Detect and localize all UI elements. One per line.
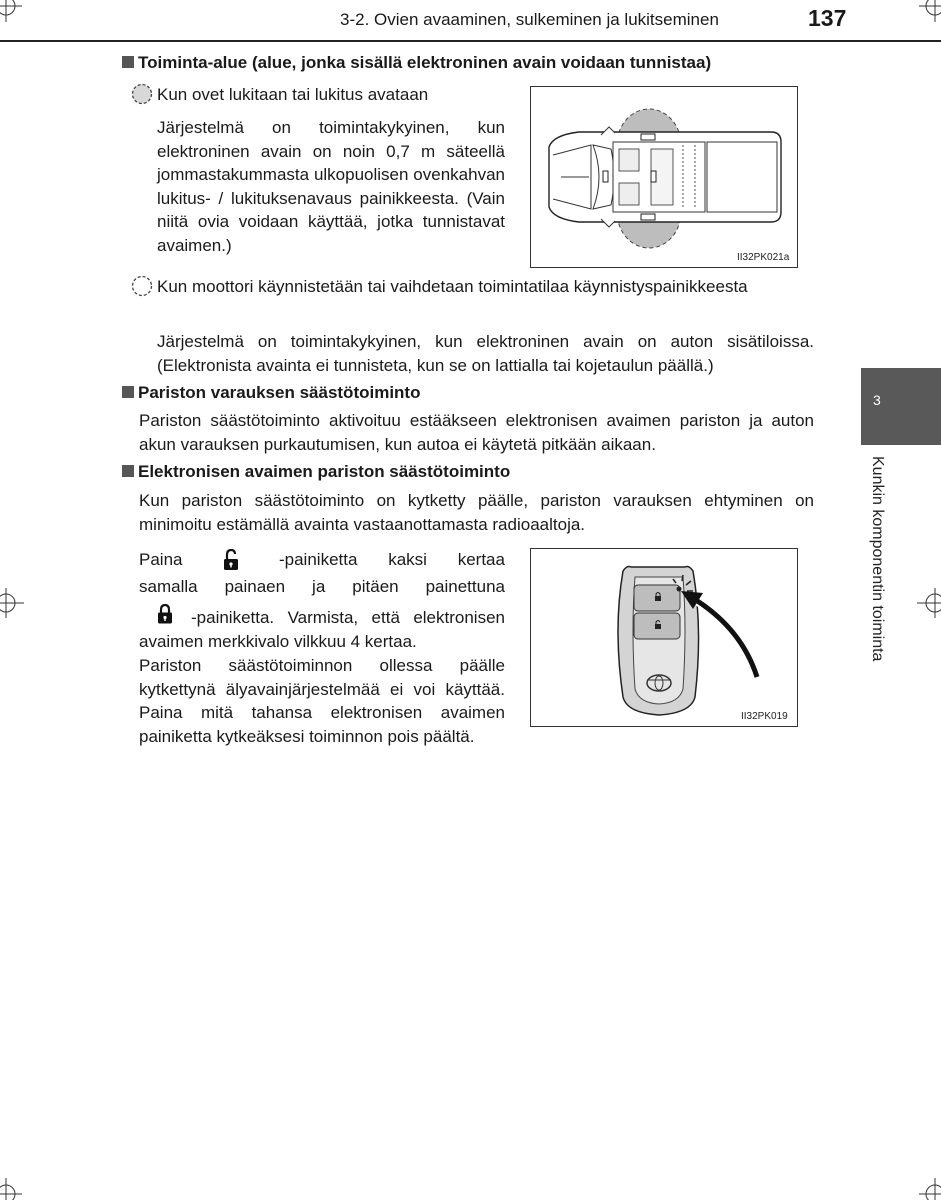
car-top-view-illustration [531, 87, 797, 267]
chapter-tab [861, 368, 941, 445]
running-head: 3-2. Ovien avaaminen, sulkeminen ja lukitseminen [340, 10, 719, 29]
chapter-title: Kunkin komponentin toiminta [869, 456, 886, 662]
instruction-block [139, 548, 505, 572]
header-rule [0, 40, 941, 42]
crop-mark-bottom-left [0, 1170, 30, 1200]
heading-square-icon [122, 386, 134, 398]
battery-saving-body: Pariston säästötoiminto aktivoituu estääkseen elektronisen avaimen pariston ja auton akun varauksen purkautumisen, kun autoa ei käytetä pitkään aikaan. [139, 411, 814, 454]
press-suffix: -painiketta. Varmista, että elektronisen avaimen merkkivalo vilkkuu 4 kertaa. [139, 608, 505, 651]
heading-square-icon [122, 56, 134, 68]
crop-mark-top-left [0, 0, 30, 30]
item-body-engine-start: Järjestelmä on toimintakykyinen, kun elektroninen avain on auton sisätiloissa. (Elektronista avainta ei tunnisteta, kun se on lattialla tai kojetaulun päällä.) [157, 332, 814, 375]
unlock-icon [223, 549, 239, 571]
press-mid-line2: samalla painaen ja pitäen painettuna [139, 577, 505, 596]
key-battery-saving-info: Pariston säästötoiminnon ollessa päälle kytkettynä älyavainjärjestelmää ei voi käyttää. Paina mitä tahansa elektronisen avaimen painiketta kytkeäksesi toiminnon pois päältä. [139, 656, 505, 746]
crop-mark-bottom-right [911, 1170, 941, 1200]
item-body-locking: Järjestelmä on toimintakykyinen, kun elektroninen avain on noin 0,7 m säteellä jommastakummasta ulkopuolisen ovenkahvan lukitus- / lukituksenavaus painikkeesta. (Vain niitä ovia voidaan käyttää, jotka tunnistavat avaimen.) [157, 118, 505, 255]
dashed-circle-icon [131, 275, 153, 297]
chapter-number: 3 [873, 392, 881, 408]
press-prefix: Paina [139, 550, 183, 570]
figure-code: II32PK019 [741, 711, 788, 722]
figure-key-fob [530, 548, 798, 727]
heading-square-icon [122, 465, 134, 477]
page-number: 137 [808, 5, 847, 31]
crop-mark-mid-left [0, 588, 30, 618]
section-heading-range: Toiminta-alue (alue, jonka sisällä elektroninen avain voidaan tunnistaa) [122, 53, 711, 73]
key-battery-saving-body: Kun pariston säästötoiminto on kytketty päälle, pariston varauksen ehtyminen on minimoitu estämällä avainta vastaanottamasta radioaaltoja. [139, 491, 814, 534]
crop-mark-top-right [911, 0, 941, 30]
crop-mark-mid-right [911, 588, 941, 618]
figure-code: II32PK021a [737, 252, 790, 263]
section-heading-key-battery-saving: Elektronisen avaimen pariston säästötoiminto [122, 462, 510, 482]
figure-car-detection-range [530, 86, 798, 268]
press-mid-line1: -painiketta kaksi kertaa [278, 550, 505, 570]
key-fob-illustration [531, 549, 797, 726]
section-heading-battery-saving: Pariston varauksen säästötoiminto [122, 383, 420, 403]
dashed-circle-icon [131, 83, 153, 105]
item-title-locking: Kun ovet lukitaan tai lukitus avataan [157, 85, 429, 104]
item-title-engine-start: Kun moottori käynnistetään tai vaihdetaan toimintatilaa käynnistyspainikkeesta [157, 277, 748, 296]
